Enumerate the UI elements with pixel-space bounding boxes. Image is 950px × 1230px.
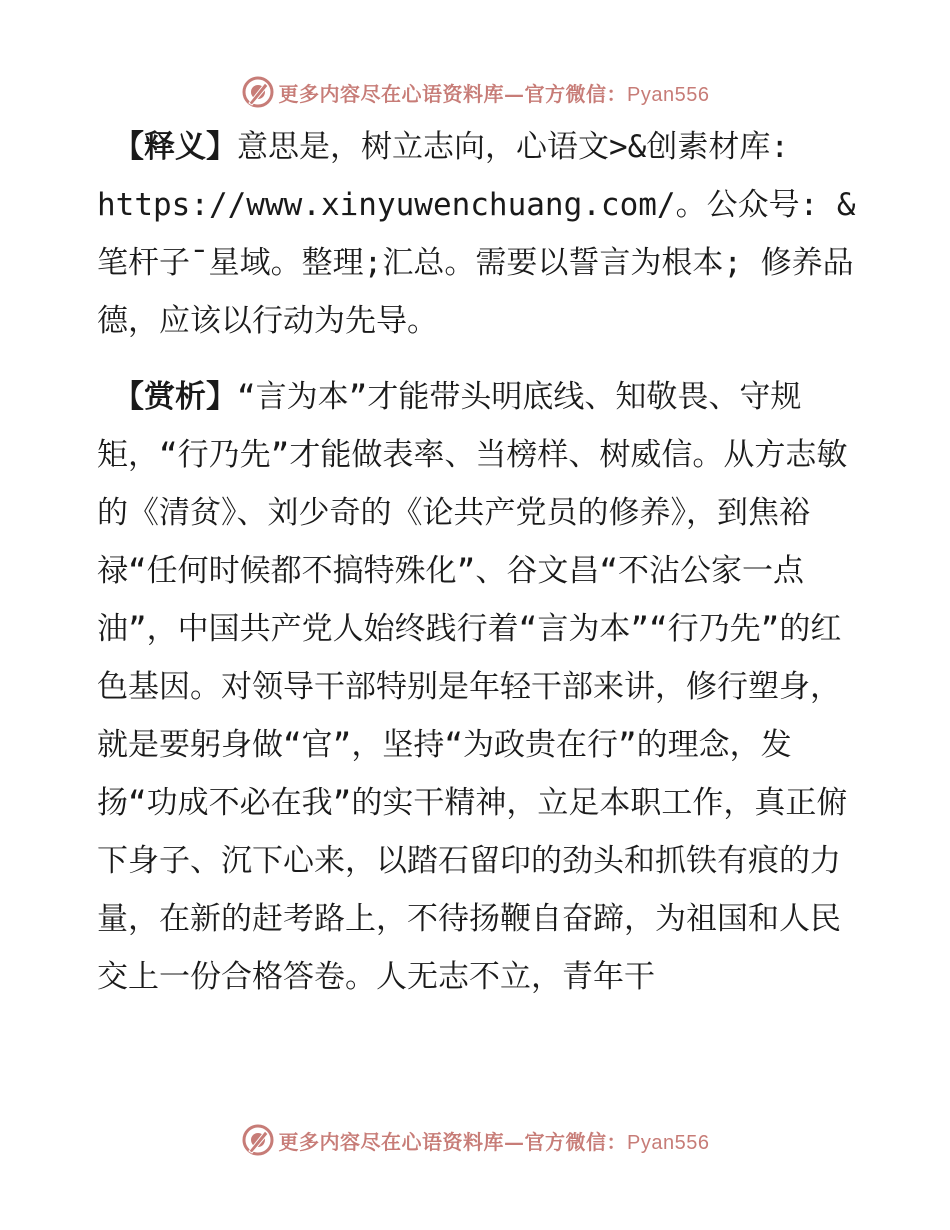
header-banner bbox=[0, 72, 950, 112]
paragraph-definition bbox=[97, 118, 857, 350]
header-brand-label: 更多内容尽在心语资料库—官方微信： bbox=[278, 81, 628, 106]
brand-logo-icon bbox=[241, 1123, 275, 1157]
paragraph-text-definition: 意思是，树立志向，心语文>&创素材库: https://www.xinyuwenchuang.com/。公众号: &笔杆子¯星域。整理;汇总。需要以誓言为根本; 修养品德，应该以行动为先导。 bbox=[97, 129, 856, 339]
footer-wechat-id: Pyan556 bbox=[627, 1131, 710, 1154]
paragraph-text-analysis: “言为本”才能带头明底线、知敬畏、守规矩，“行乃先”才能做表率、当榜样、树威信。从方志敏的《清贫》、刘少奇的《论共产党员的修养》，到焦裕禄“任何时候都不搞特殊化”、谷文昌“不沾公家一点油”，中国共产党人始终践行着“言为本”“行乃先”的红色基因。对领导干部特别是年轻干部来讲，修行塑身，就是要躬身做“官”，坚持“为政贵在行”的理念，发扬“功成不必在我”的实干精神，立足本职工作，真正俯下身子、沉下心来，以踏石留印的劲头和抓铁有痕的力量，在新的赶考路上，不待扬鞭自奋蹄，为祖国和人民交上一份合格答卷。人无志不立，青年干 bbox=[97, 379, 848, 995]
footer-brand-text bbox=[279, 1126, 710, 1155]
paragraph-label-analysis: 【赏析】 bbox=[113, 379, 237, 415]
header-wechat-id: Pyan556 bbox=[627, 83, 710, 106]
brand-logo-icon bbox=[241, 75, 275, 109]
footer-brand-label: 更多内容尽在心语资料库—官方微信： bbox=[278, 1129, 628, 1154]
footer-banner bbox=[0, 1120, 950, 1160]
header-brand-text bbox=[279, 78, 710, 107]
document-body bbox=[97, 118, 857, 1006]
paragraph-analysis bbox=[97, 368, 857, 1006]
paragraph-label-definition: 【释义】 bbox=[113, 129, 237, 165]
